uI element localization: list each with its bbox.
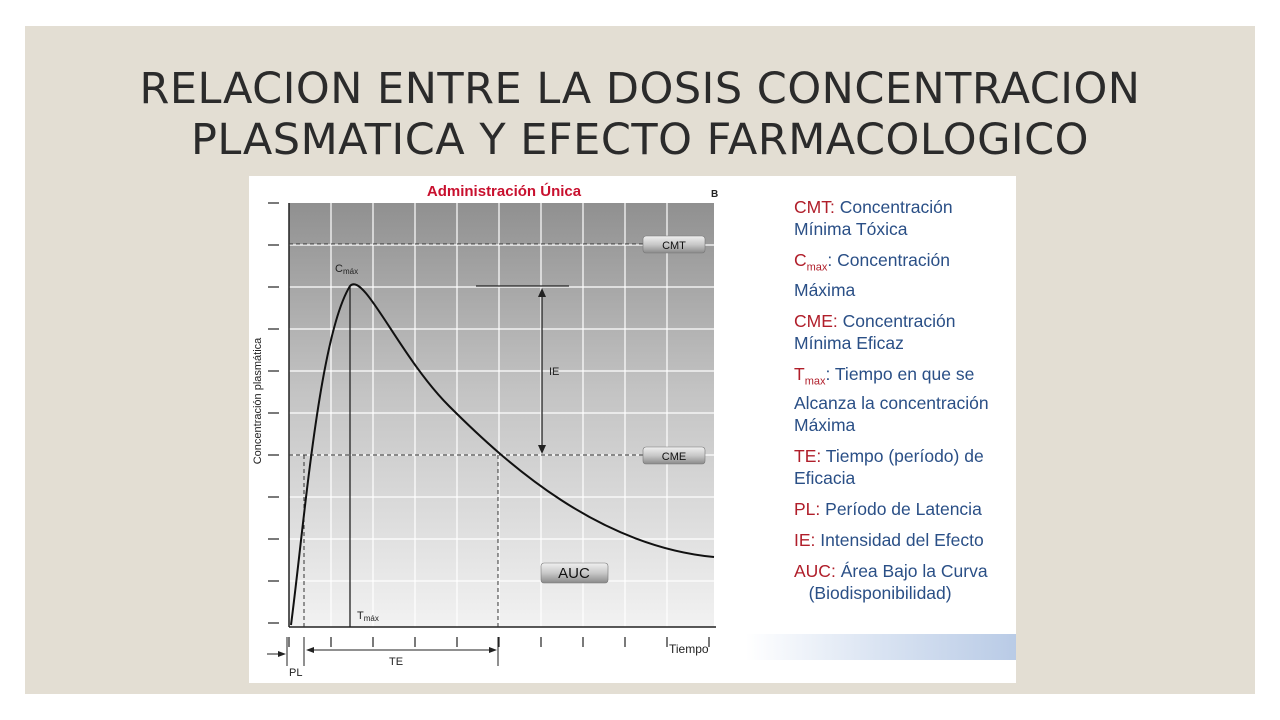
legend-item-cme: CME: Concentración Mínima Eficaz [794,310,956,353]
legend-item-cmax: $C_{max}$: Concentración Máxima [794,250,950,300]
corner-letter: B [711,189,719,200]
slide-title-line-1: RELACION ENTRE LA DOSIS CONCENTRACION [139,64,1141,114]
pharmacokinetic-figure [249,176,1016,683]
dimension-markers [267,637,498,666]
slide-title-line-2: PLASMATICA Y EFECTO FARMACOLOGICO [191,115,1089,165]
legend-gradient-band [746,634,1016,660]
te-arrowhead-right [489,647,497,653]
legend-item-te: TE: Tiempo (período) de Eficacia [794,446,984,488]
slide-title [25,64,1255,166]
cme-tag-label: CME [661,451,687,463]
legend-item-auc: AUC: Área Bajo la Curva (Biodisponibilidad) [794,561,988,603]
legend-item-ie: IE: Intensidad del Efecto [794,530,984,550]
tmax-label: Tmáx [357,610,379,623]
pl-arrowhead [278,651,286,657]
auc-tag [541,563,608,583]
y-axis-label: Concentración plasmática [252,337,264,465]
x-axis-ticks [289,637,709,647]
x-axis-label: Tiempo [669,642,709,656]
ie-label: IE [549,366,560,378]
cmt-tag-label: CMT [662,240,686,252]
legend-item-cmt: CMT: Concentración Mínima Tóxica [794,197,953,239]
cmax-label: Cmáx [335,263,359,276]
cme-tag [643,447,705,464]
legend-item-tmax: $T_{max}$: Tiempo en que se Alcanza la concentración Máxima [794,363,989,435]
slide [25,26,1255,694]
te-arrowhead-left [306,647,314,653]
diagram-header: Administración Única [426,183,582,200]
legend [794,196,1016,613]
pl-label: PL [289,667,303,679]
legend-item-pl: PL: Período de Latencia [794,499,982,519]
te-label: TE [389,656,404,668]
auc-tag-label: AUC [558,565,590,582]
cmt-tag [643,236,705,253]
y-axis-ticks [268,203,279,623]
